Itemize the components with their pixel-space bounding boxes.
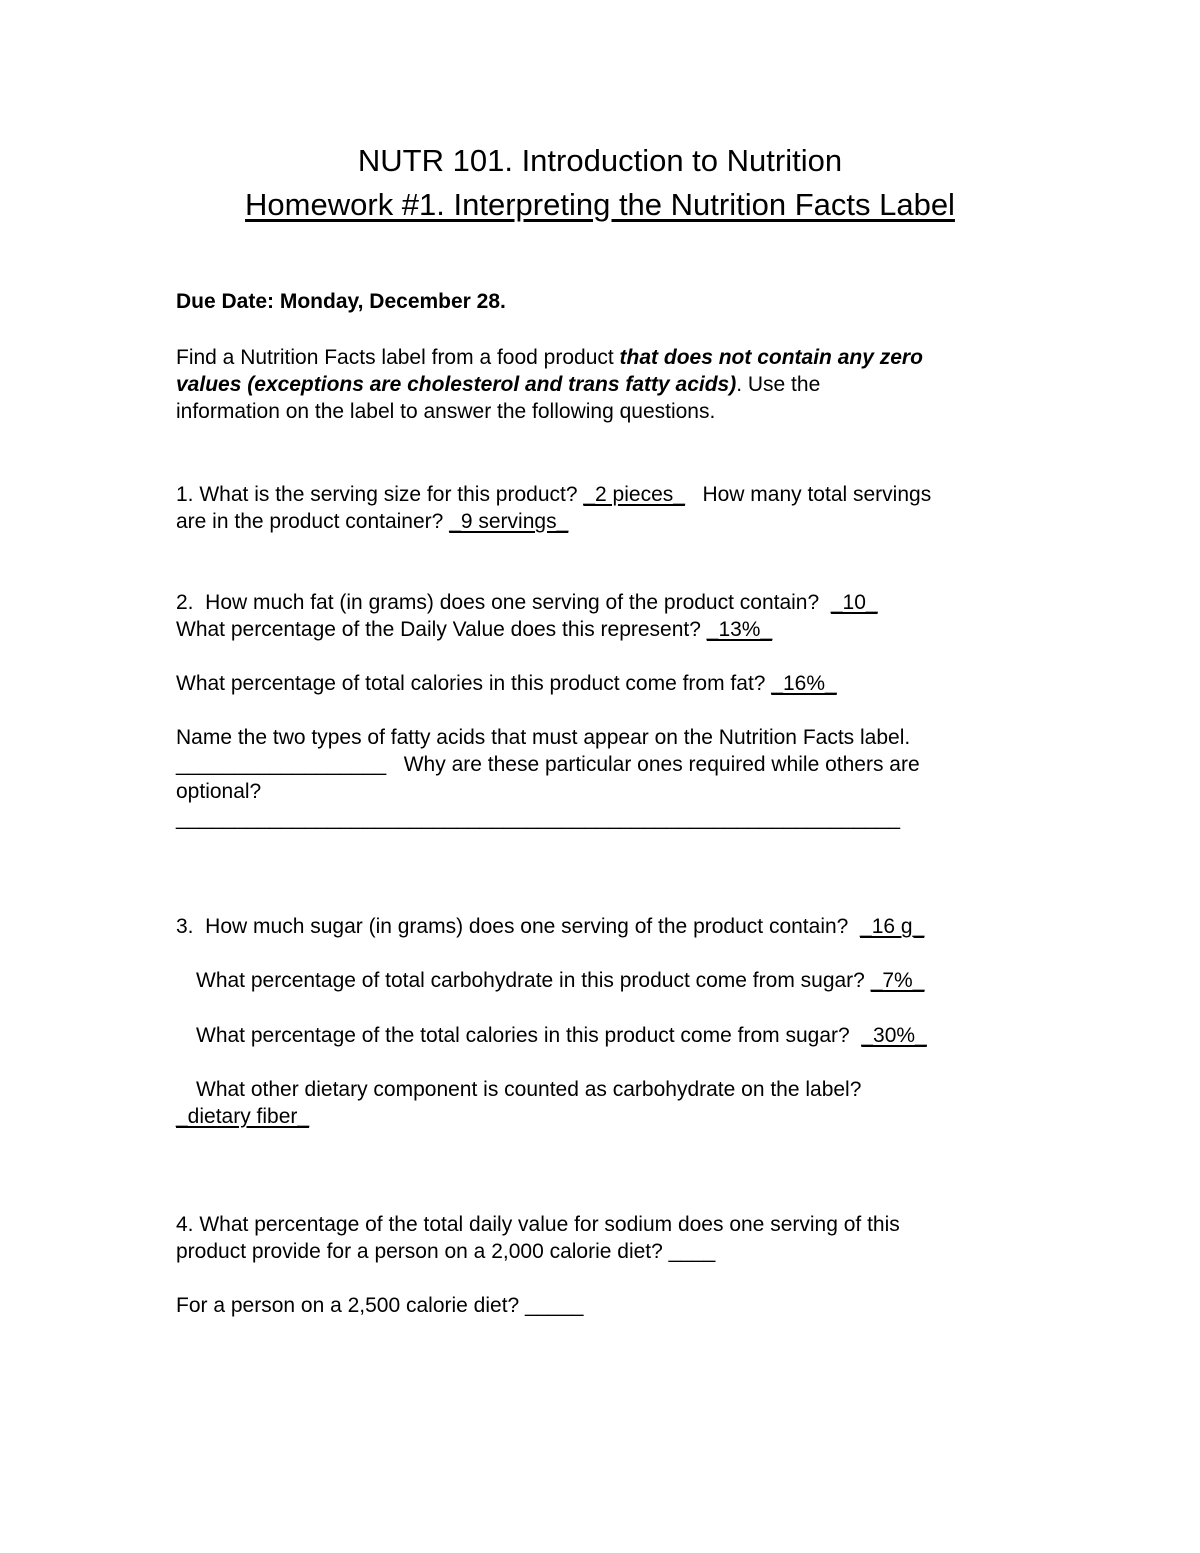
q1-servings-prompt-cont: are in the product container? — [176, 510, 450, 533]
q2-fat-calories-prompt: What percentage of total calories in this product come from fat? — [176, 672, 772, 695]
q3-carb-sugar-answer: _7%_ — [870, 969, 925, 992]
q3-sugar-answer: _16 g_ — [860, 915, 925, 938]
q2-fatty-acids-prompt: Name the two types of fatty acids that must appear on the Nutrition Facts label. — [176, 726, 911, 749]
instructions-text: Find a Nutrition Facts label from a food product — [176, 346, 620, 369]
question-2 — [176, 589, 1056, 643]
q1-servings-prompt: How many total servings — [684, 483, 932, 506]
q1-serving-size-prompt: 1. What is the serving size for this product? — [176, 483, 584, 506]
course-title: NUTR 101. Introduction to Nutrition — [357, 143, 843, 178]
q2-line-1 — [176, 589, 1056, 616]
q4-2500-diet: For a person on a 2,500 calorie diet? _____ — [176, 1294, 584, 1317]
q3-other-component — [176, 1076, 1056, 1130]
q1-servings-answer: _9 servings_ — [449, 510, 569, 533]
q4-line-2: product provide for a person on a 2,000 calorie diet? ____ — [176, 1240, 716, 1263]
q2-fat-calories-answer: _16%_ — [771, 672, 837, 695]
q3-carb-sugar-prompt: What percentage of total carbohydrate in this product come from sugar? — [196, 969, 871, 992]
q2-dv-answer: _13%_ — [706, 618, 773, 641]
instructions — [176, 344, 1056, 425]
q3-other-component-answer: _dietary fiber_ — [176, 1105, 310, 1128]
due-date: Due Date: Monday, December 28. — [176, 290, 506, 313]
q3-calorie-sugar-answer: _30%_ — [861, 1024, 927, 1047]
q2-line-2 — [176, 616, 1056, 643]
q3-calorie-sugar — [176, 1022, 1076, 1049]
q2-fatty-acids-blank: __________________ — [176, 753, 387, 776]
instructions-line-3: information on the label to answer the following questions. — [176, 400, 716, 423]
homework-title: Homework #1. Interpreting the Nutrition Facts Label — [245, 187, 955, 222]
q1-line-1 — [176, 481, 1056, 508]
instructions-emphasis: values (exceptions are cholesterol and trans fatty acids) — [176, 373, 737, 396]
q3-carb-sugar — [176, 967, 1076, 994]
q2-dv-prompt: What percentage of the Daily Value does this represent? — [176, 618, 707, 641]
q2-why-prompt: Why are these particular ones required while others are — [386, 753, 920, 776]
q3-calorie-sugar-prompt: What percentage of the total calories in this product come from sugar? — [196, 1024, 862, 1047]
q2-fat-calories — [176, 670, 1056, 697]
instructions-line-2 — [176, 371, 1056, 398]
q2-fatty-acids-line — [176, 751, 1056, 778]
q1-line-2 — [176, 508, 1056, 535]
q2-fatty-acids — [176, 724, 1056, 832]
q2-optional-text: optional? — [176, 780, 262, 803]
q2-fat-prompt: 2. How much fat (in grams) does one serving of the product contain? — [176, 591, 831, 614]
question-1 — [176, 481, 1056, 535]
question-3 — [176, 913, 1056, 940]
instructions-line-1 — [176, 344, 1056, 371]
q2-fat-answer: _10_ — [830, 591, 878, 614]
instructions-emphasis: that does not contain any zero — [619, 346, 923, 369]
question-4 — [176, 1211, 1056, 1265]
q3-other-component-prompt: What other dietary component is counted as carbohydrate on the label? — [196, 1078, 862, 1101]
q4-line-1: 4. What percentage of the total daily value for sodium does one serving of this — [176, 1213, 900, 1236]
q3-sugar-prompt: 3. How much sugar (in grams) does one serving of the product contain? — [176, 915, 861, 938]
q2-answer-blank: ______________________________________________________________ — [176, 807, 901, 830]
instructions-text: . Use the — [736, 373, 821, 396]
q1-serving-size-answer: _2 pieces_ — [583, 483, 685, 506]
